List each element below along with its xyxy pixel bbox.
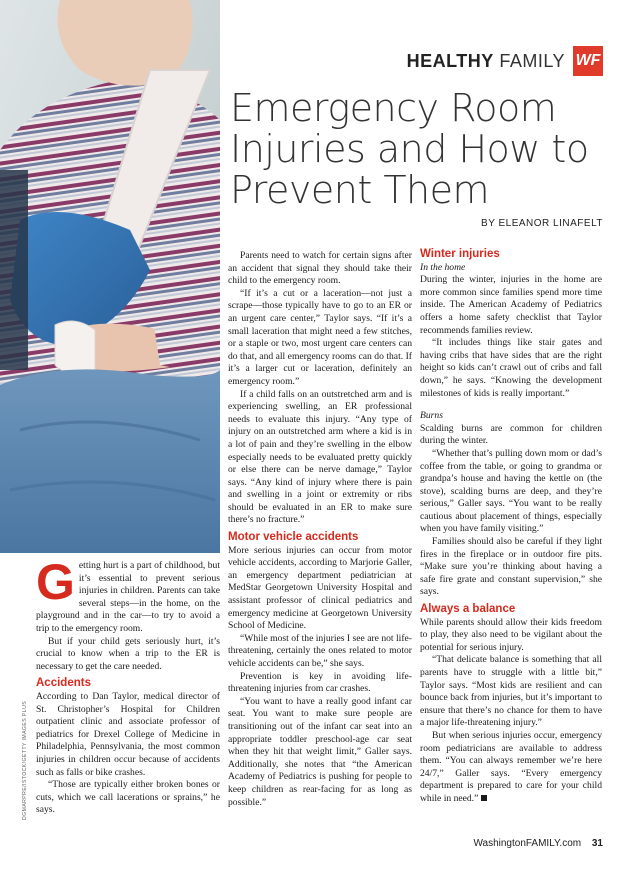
paragraph: Parents need to watch for certain signs after an accident that signal they should take their child to the emergency room. (228, 250, 412, 287)
section-title (407, 51, 565, 72)
paragraph: If a child falls on an outstretched arm and is experiencing swelling, an ER professional needs to evaluate this injury. “Any type of injury on an outstretched arm where a kid is in a lot of pain and they’re swelling in the elbow especially needs to be evaluated pretty quickly or else there can be nerve damage,” Taylor says. “Any kind of injury where there is pain and swelling in a joint or extremity or ribs should be evaluated in an ER to make sure there’s no fracture.” (228, 388, 412, 526)
paragraph: During the winter, injuries in the home are more common since families spend more time inside. The American Academy of Pediatrics offers a home safety checklist that Taylor recommends families review. (420, 274, 602, 336)
end-mark-icon (481, 795, 487, 801)
section-title-light: FAMILY (499, 50, 565, 71)
paragraph: “While most of the injuries I see are not life-threatening, certainly the ones related to motor vehicle accidents can be,” she says. (228, 632, 412, 669)
spacer (420, 400, 602, 410)
intro-text: etting hurt is a part of childhood, but it’s essential to prevent serious injuries in children. Parents can take several steps—in the home, on the playground and in the car—to try to avoid a trip to the emergency room. (36, 560, 220, 634)
heading-accidents: Accidents (36, 677, 91, 690)
footer-site: WashingtonFAMILY.com (473, 838, 582, 849)
paragraph: “If it’s a cut or a laceration—not just a scrape—those typically have to go to an ER or an urgent care center,” Taylor says. “If it’s a small laceration that might need a few stitches, or a staple or two, most urgent care centers can do that, and all emergency rooms can do that. If it’s a larger cut or laceration, definitely an emergency room.” (228, 287, 412, 387)
column-1 (36, 554, 220, 817)
photo-credit-text: DGMARPRE/ISTOCK/GETTY IMAGES PLUS (22, 700, 28, 820)
paragraph: “Whether that’s pulling down mom or dad’s coffee from the table, or going to grandma or grandpa’s house and having the kettle on (the stove), scalding burns are deep, and they’re serious,” Galler says. “You want to be really cautious about placement of things, especially when you have family visiting.” (420, 447, 602, 535)
paragraph: But if your child gets seriously hurt, it’s crucial to know when a trip to the ER is necessary to get the care needed. (36, 635, 220, 672)
paragraph: “Those are typically either broken bones or cuts, which we call lacerations or sprains,” he says. (36, 779, 220, 816)
wf-logo: WF (573, 46, 603, 76)
paragraph: “You want to have a really good infant car seat. You want to make sure people are transitioning out of the infant car seat into an appropriate toddler preschool-age car seat when they hit that weight limit,” Galler says. Additionally, she notes that “the American Academy of Pediatrics is pushing for people to keep children as rear-facing for as long as possible.” (228, 695, 412, 808)
column-2 (228, 250, 412, 809)
paragraph: “That delicate balance is something that all parents have to struggle with a little bit,” Taylor says. “Most kids are resilient and can bounce back from injuries, but it’s important to ensure that there’s no chance for them to have a major life-threatening injury.” (420, 654, 602, 729)
subheading-in-the-home: In the home (420, 261, 466, 273)
heading-motor-vehicle: Motor vehicle accidents (228, 531, 359, 544)
page-number: 31 (591, 838, 603, 849)
drop-cap: G (36, 554, 75, 610)
subheading-burns: Burns (420, 410, 443, 422)
paragraph: According to Dan Taylor, medical director of St. Christopher’s Hospital for Children outpatient clinic and associate professor of pediatrics for Drexel College of Medicine in Philadelphia, Pennsylvania, the most common injuries in children occur because of accidents such as falls or bike crashes. (36, 690, 220, 778)
final-paragraph (420, 730, 602, 806)
heading-always-a-balance: Always a balance (420, 603, 516, 616)
child-arm-sling-photo (0, 0, 220, 553)
column-3 (420, 248, 602, 806)
heading-winter-injuries: Winter injuries (420, 248, 500, 260)
byline: BY ELEANOR LINAFELT (481, 218, 603, 229)
section-title-bold: HEALTHY (406, 50, 494, 71)
paragraph: Families should also be careful if they light fires in the fireplace or in outdoor fire pits. “Make sure you’re thinking about having a safe fire grate and constant supervision,” she says. (420, 536, 602, 598)
final-paragraph-text: But when serious injuries occur, emergency room pediatricians are available to address them. “You can always remember we’re here 24/7,” Galler says. “Every emergency department is prepared to care for your child while in need.” (420, 729, 602, 804)
paragraph: Prevention is key in avoiding life-threatening injuries from car crashes. (228, 670, 412, 695)
article-title: Emergency Room Injuries and How to Prevent Them (230, 86, 589, 212)
paragraph: Scalding burns are common for children during the winter. (420, 422, 602, 447)
paragraph: More serious injuries can occur from motor vehicle accidents, according to Marjorie Galler, an emergency department pediatrician at MedStar Georgetown University Hospital and assistant professor of clinical pediatrics and emergency medicine at Georgetown University School of Medicine. (228, 544, 412, 632)
paragraph: While parents should allow their kids freedom to play, they also need to be vigilant about the potential for serious injury. (420, 616, 602, 653)
intro-paragraph (36, 554, 220, 636)
page-footer (473, 838, 603, 849)
photo-credit (22, 690, 30, 820)
paragraph: “It includes things like stair gates and having cribs that have sides that are the right height so kids can’t crawl out of cribs and fall down,” he says. “Knowing the development milestones of kids is really important.” (420, 337, 602, 399)
section-header (407, 46, 603, 76)
